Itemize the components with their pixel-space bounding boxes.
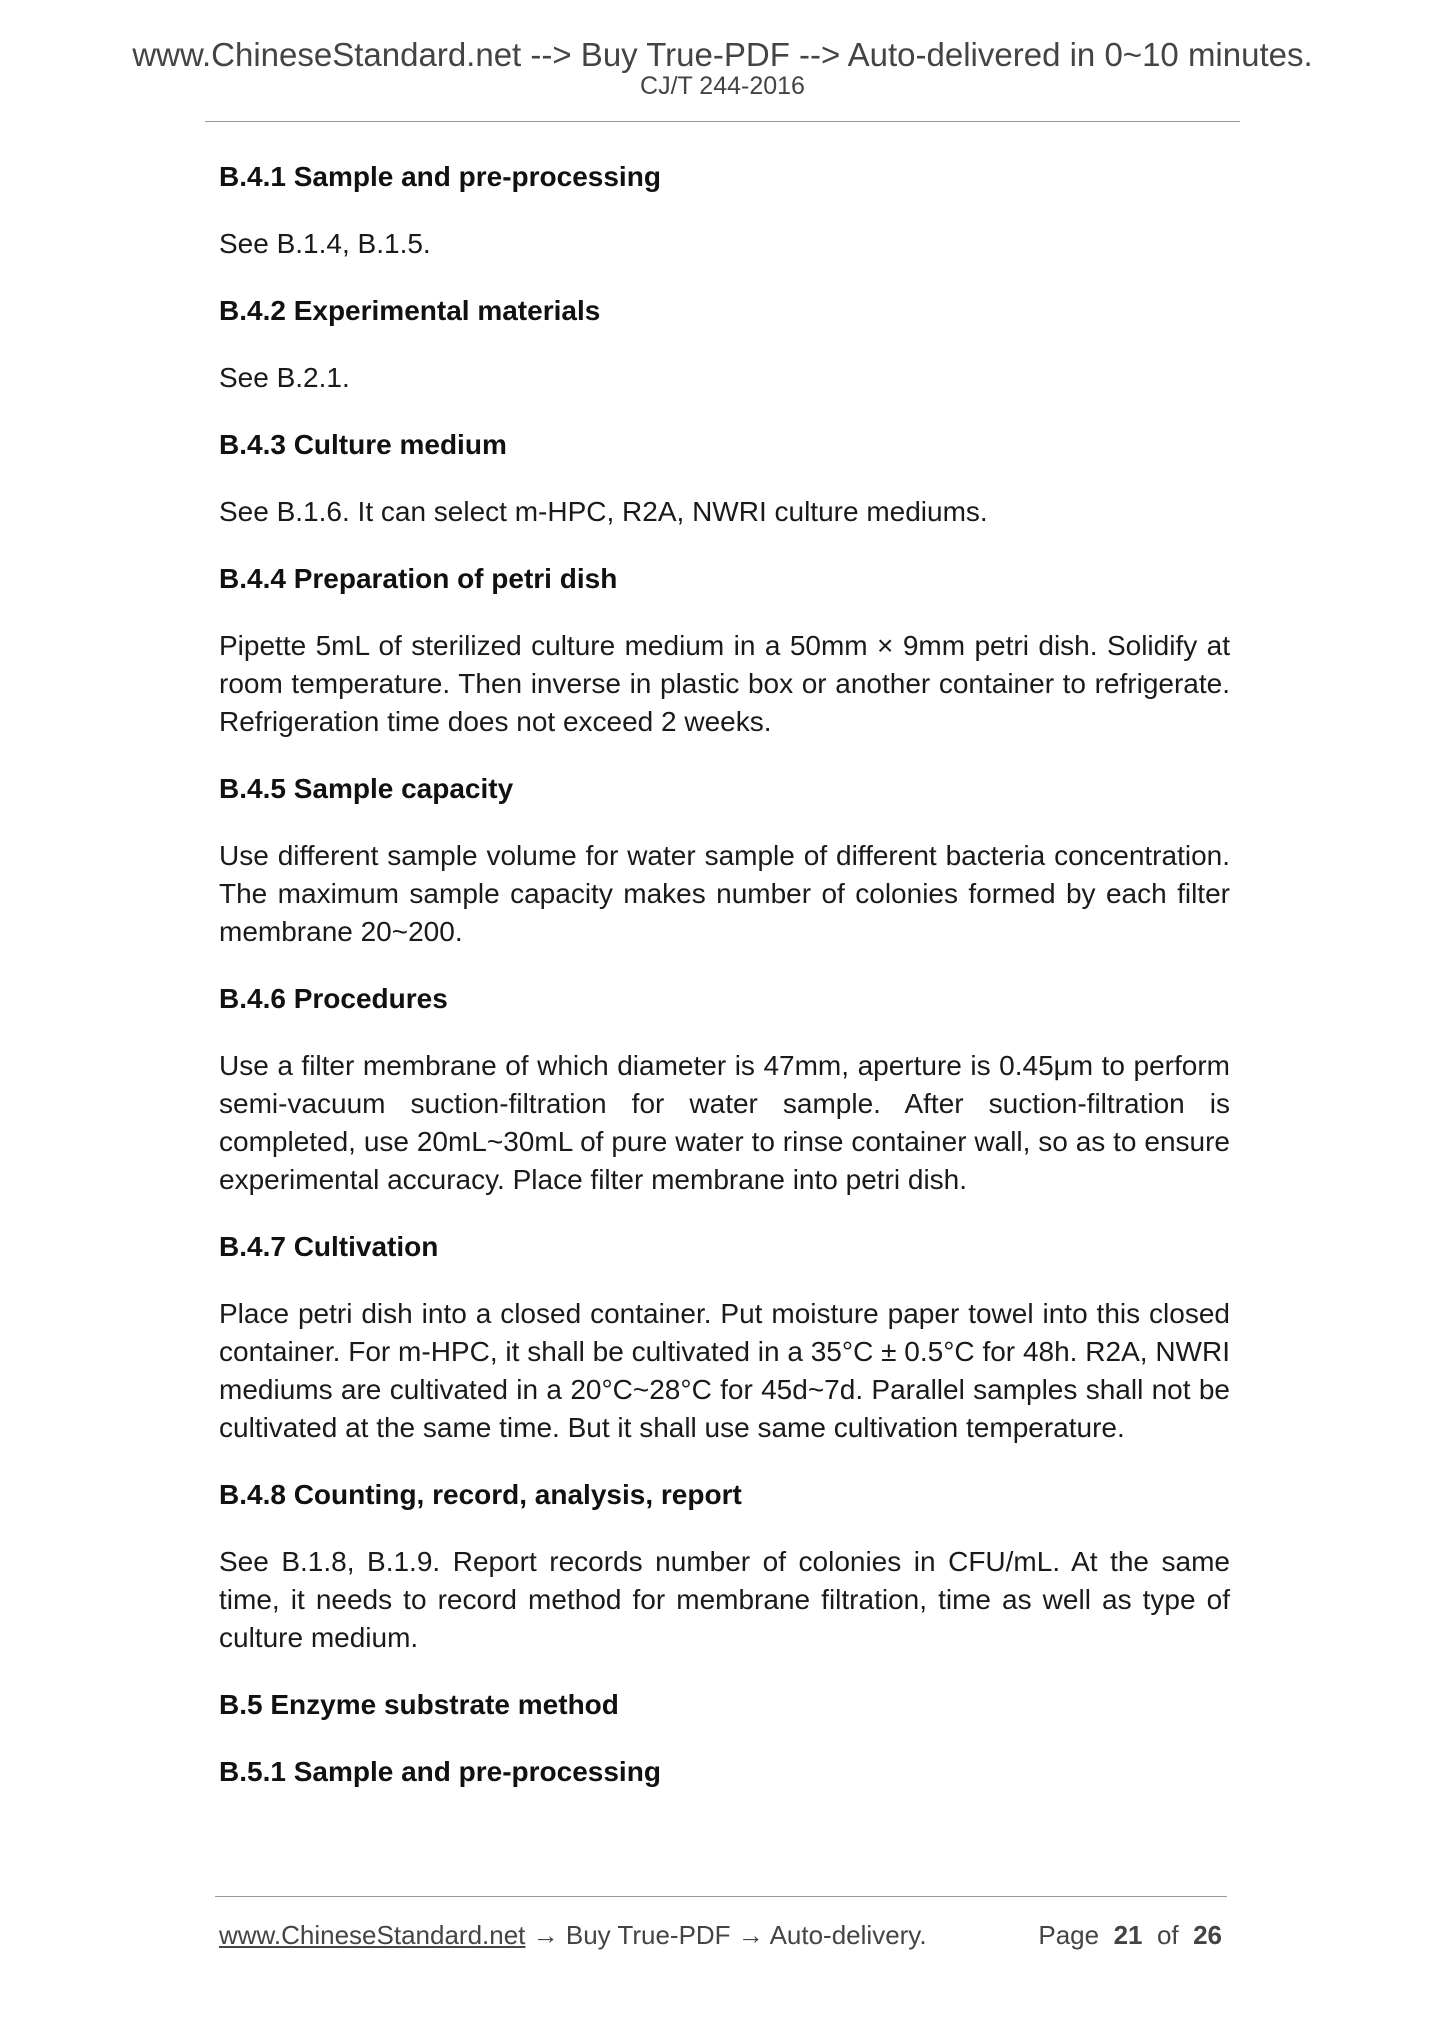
page-body [219, 158, 1230, 1791]
current-page: 21 [1113, 1920, 1143, 1950]
paragraph-b-4-2: See B.2.1. [219, 362, 350, 393]
heading-b-4-8: B.4.8 Counting, record, analysis, report [219, 1479, 742, 1510]
document-code: CJ/T 244-2016 [640, 72, 805, 100]
header-divider [205, 121, 1240, 122]
heading-b-5-1: B.5.1 Sample and pre-processing [219, 1756, 661, 1787]
paragraph-b-4-8: See B.1.8, B.1.9. Report records number of colonies in CFU/mL. At the same time, it needs to record method for membrane filtration, time as well as type of culture medium. [219, 1546, 1230, 1653]
of-label: of [1156, 1920, 1179, 1950]
paragraph-b-4-6: Use a filter membrane of which diameter is 47mm, aperture is 0.45μm to perform semi-vacuum suction-filtration for water sample. After suction-filtration is completed, use 20mL~30mL of pure water to rinse container wall, so as to ensure experimental accuracy. Place filter membrane into petri dish. [219, 1050, 1230, 1195]
heading-b-4-2: B.4.2 Experimental materials [219, 295, 601, 326]
page-number [1038, 1918, 1222, 1952]
paragraph-b-4-1: See B.1.4, B.1.5. [219, 228, 431, 259]
heading-b-4-5: B.4.5 Sample capacity [219, 773, 514, 804]
paragraph-b-4-7: Place petri dish into a closed container. Put moisture paper towel into this closed container. For m-HPC, it shall be cultivated in a 35°C ± 0.5°C for 48h. R2A, NWRI mediums are cultivated in a 20°C~28°C for 45d~7d. Parallel samples shall not be cultivated at the same time. But it shall use same cultivation temperature. [219, 1298, 1230, 1443]
heading-b-4-7: B.4.7 Cultivation [219, 1231, 439, 1262]
footer-divider [215, 1896, 1227, 1897]
header-banner[interactable]: www.ChineseStandard.net --> Buy True-PDF --> Auto-delivered in 0~10 minutes. [132, 36, 1313, 73]
heading-b-4-4: B.4.4 Preparation of petri dish [219, 563, 618, 594]
footer-site-link[interactable]: www.ChineseStandard.net [219, 1920, 526, 1950]
footer-promo-text: → Buy True-PDF → Auto-delivery. [525, 1920, 927, 1950]
heading-b-4-1: B.4.1 Sample and pre-processing [219, 161, 661, 192]
paragraph-b-4-4: Pipette 5mL of sterilized culture medium in a 50mm × 9mm petri dish. Solidify at room temperature. Then inverse in plastic box or another container to refrigerate. Refrigeration time does not exceed 2 weeks. [219, 630, 1230, 737]
footer-promo [219, 1918, 927, 1952]
paragraph-b-4-5: Use different sample volume for water sample of different bacteria concentration. The maximum sample capacity makes number of colonies formed by each filter membrane 20~200. [219, 840, 1230, 947]
heading-b-4-6: B.4.6 Procedures [219, 983, 448, 1014]
total-pages: 26 [1193, 1920, 1222, 1950]
page-label: Page [1038, 1920, 1100, 1950]
heading-b-4-3: B.4.3 Culture medium [219, 429, 507, 460]
paragraph-b-4-3: See B.1.6. It can select m-HPC, R2A, NWRI culture mediums. [219, 496, 988, 527]
heading-b-5: B.5 Enzyme substrate method [219, 1689, 619, 1720]
